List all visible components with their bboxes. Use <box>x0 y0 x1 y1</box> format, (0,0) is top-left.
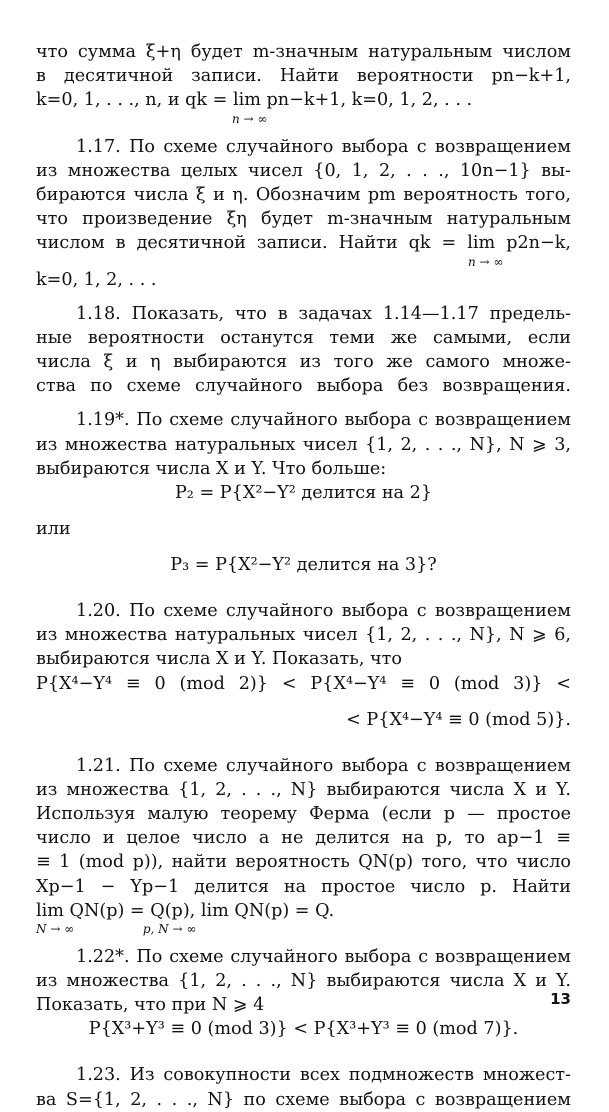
text-line: ные вероятности останутся теми же самыми, если <box>36 327 571 348</box>
text-line: lim QN(p) = Q(p), lim QN(p) = Q. <box>36 900 335 921</box>
text-line: из множества {1, 2, . . ., N} выбираются числа X и Y. <box>36 971 571 992</box>
text-line: k=0, 1, . . ., n, и qk = lim pn−k+1, k=0, 1, 2, . . . <box>36 90 473 111</box>
text-line: из множества {1, 2, . . ., N} выбираются числа X и Y. <box>36 779 571 800</box>
limit-subscript: n → ∞ <box>232 111 268 126</box>
paragraph-gap <box>36 398 571 408</box>
text-line: 1.21. По схеме случайного выбора с возвращением <box>76 755 571 776</box>
text-line: P₃ = P{X²−Y² делится на 3}? <box>170 555 437 575</box>
text-line: числом в десятичной записи. Найти qk = lim p2n−k, <box>36 233 571 254</box>
text-line: что сумма ξ+η будет m-значным натуральным числом <box>36 42 571 62</box>
text-line: бираются числа ξ и η. Обозначим pm вероятность того, <box>36 184 571 205</box>
text-line: ≡ 1 (mod p)), найти вероятность QN(p) того, что число <box>36 852 571 873</box>
page-number: 13 <box>550 990 571 1008</box>
text-line: 1.18. Показать, что в задачах 1.14—1.17 предель- <box>76 303 571 324</box>
text-line: 1.19*. По схеме случайного выбора с возвращением <box>76 410 571 431</box>
text-line: Xp−1 − Yp−1 делится на простое число p. Найти <box>36 876 571 897</box>
text-line: 1.20. По схеме случайного выбора с возвращением <box>76 601 571 621</box>
text-line: Используя малую теорему Ферма (если p — простое <box>36 803 571 824</box>
limit-subscript: N → ∞ p, N → ∞ <box>36 921 197 936</box>
text-line: < P{X⁴−Y⁴ ≡ 0 (mod 5)}. <box>346 709 571 730</box>
paragraph-gap <box>36 125 571 135</box>
text-line: P₂ = P{X²−Y² делится на 2} <box>174 483 433 503</box>
text-line: в десятичной записи. Найти вероятности pn−k+1, <box>36 66 571 87</box>
text-line: 1.23. Из совокупности всех подмножеств множест- <box>76 1065 571 1086</box>
paragraph-gap <box>36 744 571 754</box>
text-line: из множества натуральных чисел {1, 2, . . ., N}, N ⩾ 6, <box>36 625 571 646</box>
text-line: выбираются числа X и Y. Показать, что <box>36 649 402 670</box>
limit-subscript: n → ∞ <box>468 254 504 269</box>
paragraph-gap <box>36 1053 571 1063</box>
text-line: Показать, что при N ⩾ 4 <box>36 995 265 1016</box>
text-line: P{X³+Y³ ≡ 0 (mod 3)} < P{X³+Y³ ≡ 0 (mod 7)}. <box>88 1019 519 1040</box>
page-body <box>36 40 571 1112</box>
paragraph-gap <box>36 935 571 945</box>
text-line: из множества натуральных чисел {1, 2, . . ., N}, N ⩾ 3, <box>36 434 571 455</box>
text-line: что произведение ξη будет m-значным натуральным <box>36 209 571 230</box>
text-line: 1.22*. По схеме случайного выбора с возвращением <box>76 946 571 967</box>
text-line: числа ξ и η выбираются из того же самого множе- <box>36 352 571 373</box>
text-line: k=0, 1, 2, . . . <box>36 269 157 290</box>
text-line: ва S={1, 2, . . ., N} по схеме выбора с возвращением <box>36 1089 571 1110</box>
text-line: 1.17. По схеме случайного выбора с возвращением <box>76 136 571 157</box>
text-line: P{X⁴−Y⁴ ≡ 0 (mod 2)} < P{X⁴−Y⁴ ≡ 0 (mod 3)} < <box>36 673 571 694</box>
text-line: из множества целых чисел {0, 1, 2, . . ., 10n−1} вы- <box>36 160 571 181</box>
text-line: выбираются числа X и Y. Что больше: <box>36 458 387 479</box>
text-line: число и целое число a не делится на p, то ap−1 ≡ <box>36 828 571 849</box>
paragraph-gap <box>36 589 571 599</box>
text-line: или <box>36 519 71 539</box>
text-line: ства по схеме случайного выбора без возвращения. <box>36 376 571 397</box>
paragraph-gap <box>36 292 571 302</box>
